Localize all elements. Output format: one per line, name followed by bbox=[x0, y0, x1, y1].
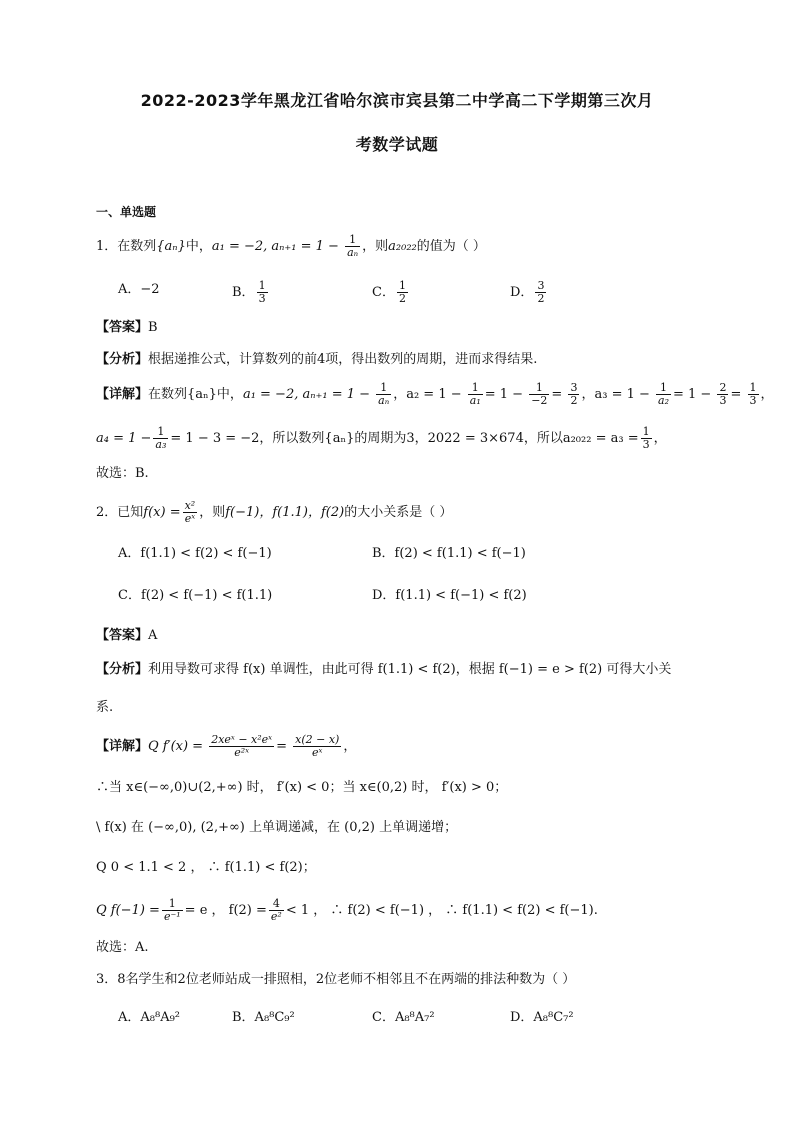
q3-stem: 3．8名学生和2位老师站成一排照相，2位老师不相邻且不在两端的排法种数为（ ） bbox=[96, 972, 576, 987]
doc-title-line2: 考数学试题 bbox=[355, 135, 439, 154]
section-heading: 一、单选题 bbox=[96, 205, 157, 219]
q2-analysis-line1: 【分析】利用导数可求得 f(x) 单调性，由此可得 f(1.1) < f(2)，根据 f(−1) = e > f(2) 可得大小关 bbox=[96, 662, 672, 677]
q1-option-a: A．−2 bbox=[118, 282, 160, 297]
q1-analysis: 【分析】根据递推公式，计算数列的前4项，得出数列的周期，进而求得结果. bbox=[96, 352, 538, 367]
q2-detail-line3: \ f(x) 在 (−∞,0), (2,+∞) 上单调递减，在 (0,2) 上单调递增； bbox=[96, 820, 458, 835]
q1-detail-line2: a₄ = 1 − $\frac{1}{\text{a₃}}$ = 1 − 3 = −2，所以数列{aₙ}的周期为3，2022 = 3×674，所以a₂₀₂₂ = a₃ = $\frac{1}{3}$ ， bbox=[96, 425, 667, 451]
q1-option-d: D． $\frac{3}{2}$ bbox=[510, 279, 545, 305]
q2-option-d: D．f(1.1) < f(−1) < f(2) bbox=[372, 588, 527, 603]
q2-analysis-line2: 系. bbox=[96, 700, 114, 715]
q1-detail-line1: 【详解】在数列{aₙ}中，a₁ = −2, aₙ₊₁ = 1 − $\frac{1}{\text{aₙ}}$ ，a₂ = 1 − $\frac{1}{\text{a₁}}$ = 1 − $\frac{1}{-2}$ = $\frac{3}{2}$ ，a₃ = 1 − $\frac{1}{\text{a₂}}$ = 1 − $\frac{2}{3}$ = $\frac{1}{3}$ ， bbox=[96, 381, 774, 407]
doc-title-line1: 2022-2023学年黑龙江省哈尔滨市宾县第二中学高二下学期第三次月 bbox=[140, 91, 654, 110]
q3-option-c: C．A₈⁸A₇² bbox=[372, 1010, 435, 1025]
q3-option-b: B．A₈⁸C₉² bbox=[232, 1010, 295, 1025]
q1-option-b: B． $\frac{1}{3}$ bbox=[232, 279, 266, 305]
q1-stem: 1．在数列{aₙ}中，a₁ = −2, aₙ₊₁ = 1 − $\frac{1}{\text{aₙ}}$ ，则a₂₀₂₂的值为（ ） bbox=[96, 233, 486, 259]
q3-option-d: D．A₈⁸C₇² bbox=[510, 1010, 574, 1025]
q1-option-c: C． $\frac{1}{2}$ bbox=[372, 279, 406, 305]
q2-option-b: B．f(2) < f(1.1) < f(−1) bbox=[372, 546, 526, 561]
q1-conclusion: 故选：B. bbox=[96, 466, 149, 481]
fraction: $\frac{1}{\text{aₙ}}$ bbox=[347, 233, 359, 259]
q2-option-c: C．f(2) < f(−1) < f(1.1) bbox=[118, 588, 273, 603]
q2-conclusion: 故选：A. bbox=[96, 940, 149, 955]
q1-answer: 【答案】B bbox=[96, 320, 158, 335]
q3-option-a: A．A₈⁸A₉² bbox=[118, 1010, 181, 1025]
q2-detail-line5: Q f(−1) = $\frac{1}{\text{e⁻¹}}$ = e ， f(2) = $\frac{4}{\text{e²}}$ < 1 ， ∴ f(2) < f(−1) ， ∴ f(1.1) < f(2) < f(−1). bbox=[96, 897, 598, 923]
q2-detail-line2: ∴当 x∈(−∞,0)∪(2,+∞) 时， f′(x) < 0；当 x∈(0,2) 时， f′(x) > 0； bbox=[96, 780, 508, 795]
q2-option-a: A．f(1.1) < f(2) < f(−1) bbox=[118, 546, 272, 561]
q2-stem: 2．已知f(x) = $\frac{\text{x²}}{\text{eˣ}}$ ，则f(−1)，f(1.1)，f(2)的大小关系是（ ） bbox=[96, 499, 453, 525]
q2-detail-line1: 【详解】Q f′(x) = $\frac{\text{2xeˣ − x²eˣ}}{\text{e²ˣ}}$ = $\frac{x(2 - x)}{\text{eˣ}}$ ， bbox=[96, 733, 357, 759]
q2-answer: 【答案】A bbox=[96, 628, 158, 643]
q2-detail-line4: Q 0 < 1.1 < 2 ， ∴ f(1.1) < f(2)； bbox=[96, 860, 316, 875]
